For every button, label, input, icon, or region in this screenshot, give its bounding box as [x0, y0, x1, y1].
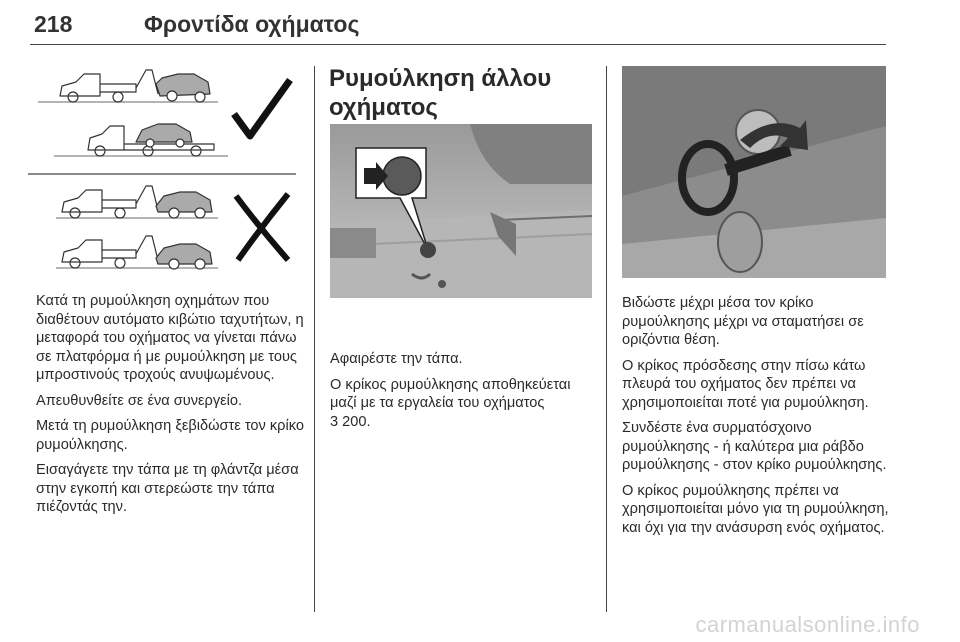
page-reference: 3 200.	[330, 413, 371, 430]
tow-truck-rear-lift-drawing	[56, 186, 218, 218]
column-1-text	[36, 292, 304, 524]
tow-truck-lift-drawing	[38, 70, 218, 102]
section-heading: Ρυμούλκηση άλλου οχήματος	[329, 65, 552, 121]
column-divider-right	[606, 66, 607, 612]
paragraph: Ο κρίκος πρόσδεσης στην πίσω κάτω πλευρά του οχήματος δεν πρέπει να χρησιμοποιείται ποτέ για ρυμούλκηση.	[622, 357, 869, 411]
rear-bumper-cap-figure	[330, 124, 592, 298]
page-number: 218	[34, 11, 73, 37]
check-mark-icon	[234, 80, 290, 136]
paragraph: Αφαιρέστε την τάπα.	[330, 351, 463, 367]
paragraph: Βιδώστε μέχρι μέσα τον κρίκο ρυμούλκησης μέχρι να σταματήσει σε οριζόντια θέση.	[622, 295, 864, 348]
running-title: Φροντίδα οχήματος	[144, 11, 360, 37]
towing-methods-figure	[28, 64, 300, 282]
column-2-text	[330, 350, 595, 438]
paragraph: Συνδέστε ένα συρματόσχοινο ρυμούλκησης - ή καλύτερα μια ράβδο ρυμούλκησης - στον κρίκο ρυμούλκησης.	[622, 420, 887, 473]
paragraph: Ο κρίκος ρυμούλκησης αποθηκεύεται μαζί με τα εργαλεία του οχήματος	[330, 376, 571, 411]
flatbed-truck-drawing	[54, 124, 228, 156]
page-header	[30, 8, 886, 45]
paragraph: Εισαγάγετε την τάπα με τη φλάντζα μέσα στην εγκοπή και στερεώστε την τάπα πιέζοντάς την.	[36, 462, 299, 515]
column-divider-left	[314, 66, 315, 612]
column-3-text	[622, 294, 892, 544]
towing-eye-figure	[622, 66, 886, 278]
watermark: carmanualsonline.info	[695, 612, 920, 637]
paragraph: Κατά τη ρυμούλκηση οχημάτων που διαθέτουν αυτόματο κιβώτιο ταχυτήτων, η μεταφορά του οχήματος να γίνεται πάνω σε πλατφόρμα ή με ρυμούλκηση με τους μπροστινούς τροχούς ανυψωμένους.	[36, 293, 304, 383]
paragraph: Μετά τη ρυμούλκηση ξεβιδώστε τον κρίκο ρυμούλκησης.	[36, 418, 304, 453]
paragraph: Απευθυνθείτε σε ένα συνεργείο.	[36, 392, 243, 409]
tow-truck-dolly-drawing	[56, 236, 218, 269]
paragraph: Ο κρίκος ρυμούλκησης πρέπει να χρησιμοποιείται μόνο για τη ρυμούλκηση, και όχι για την ανάσυρση ενός οχήματος.	[622, 482, 889, 536]
cross-mark-icon	[236, 194, 288, 260]
